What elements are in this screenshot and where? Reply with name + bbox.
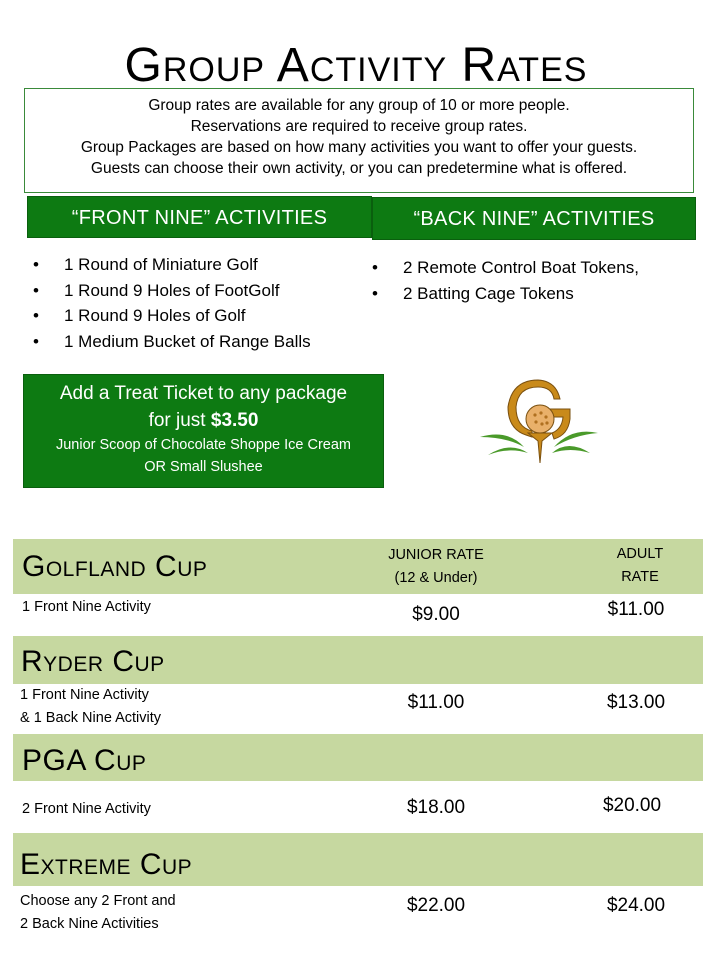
- list-item: • 1 Round 9 Holes of Golf: [27, 303, 372, 329]
- cup-name: Ryder Cup: [21, 645, 165, 678]
- adult-price: $13.00: [606, 692, 666, 713]
- cup-band: [13, 539, 703, 594]
- adult-rate-header-line2: RATE: [621, 569, 659, 585]
- cup-description: [20, 890, 176, 936]
- list-item: • 1 Round of Miniature Golf: [27, 252, 372, 278]
- treat-line: Junior Scoop of Chocolate Shoppe Ice Cream: [55, 437, 351, 453]
- cup-description-line: 1 Front Nine Activity: [20, 687, 149, 703]
- adult-rate-header: [582, 543, 698, 589]
- cup-band: [13, 636, 703, 684]
- intro-line: Guests can choose their own activity, or you can predetermine what is offered.: [90, 160, 628, 177]
- treat-price-line: [24, 407, 383, 434]
- front-nine-list: [27, 252, 372, 354]
- adult-price: $20.00: [602, 795, 662, 816]
- cup-description: 1 Front Nine Activity: [22, 599, 151, 615]
- list-item: • 1 Medium Bucket of Range Balls: [27, 329, 372, 355]
- junior-price: $18.00: [406, 797, 466, 818]
- list-item: • 2 Batting Cage Tokens: [366, 281, 696, 307]
- intro-line: Group Packages are based on how many activities you want to offer your guests.: [80, 139, 638, 156]
- list-item: • 1 Round 9 Holes of FootGolf: [27, 278, 372, 304]
- adult-price: $24.00: [606, 895, 666, 916]
- intro-box: [24, 88, 694, 193]
- cup-description-line: Choose any 2 Front and: [20, 893, 176, 909]
- cup-name: PGA Cup: [22, 744, 147, 777]
- cup-description-line: & 1 Back Nine Activity: [20, 710, 162, 726]
- list-item: • 2 Remote Control Boat Tokens,: [366, 255, 696, 281]
- treat-price: $3.50: [210, 410, 259, 431]
- back-nine-header: “BACK NINE” ACTIVITIES: [372, 197, 696, 240]
- intro-line: Group rates are available for any group of 10 or more people.: [148, 97, 570, 114]
- junior-rate-header: [366, 544, 506, 590]
- adult-rate-header-line1: ADULT: [616, 546, 664, 562]
- cup-band: [13, 734, 703, 781]
- junior-price: $22.00: [406, 895, 466, 916]
- junior-rate-header-line1: JUNIOR RATE: [388, 547, 484, 563]
- cup-band: [13, 833, 703, 886]
- cup-name: Extreme Cup: [20, 848, 193, 881]
- treat-price-prefix: for just: [148, 410, 211, 431]
- cup-description: 2 Front Nine Activity: [22, 801, 151, 817]
- cup-name: Golfland Cup: [22, 550, 208, 583]
- intro-line: Reservations are required to receive group rates.: [190, 118, 528, 135]
- junior-price: $9.00: [412, 604, 460, 625]
- cup-description-line: 2 Back Nine Activities: [20, 916, 159, 932]
- adult-price: $11.00: [607, 599, 665, 620]
- front-nine-header: “FRONT NINE” ACTIVITIES: [27, 196, 372, 238]
- treat-ticket-box: [23, 374, 384, 488]
- treat-line: OR Small Slushee: [144, 459, 263, 475]
- treat-line: Add a Treat Ticket to any package: [59, 383, 348, 404]
- page-title: Group Activity Rates: [124, 39, 588, 92]
- golf-ball-g-logo-icon: [478, 375, 600, 470]
- cup-description: [20, 684, 161, 730]
- junior-rate-header-line2: (12 & Under): [394, 570, 478, 586]
- back-nine-list: [366, 255, 696, 306]
- junior-price: $11.00: [407, 692, 465, 713]
